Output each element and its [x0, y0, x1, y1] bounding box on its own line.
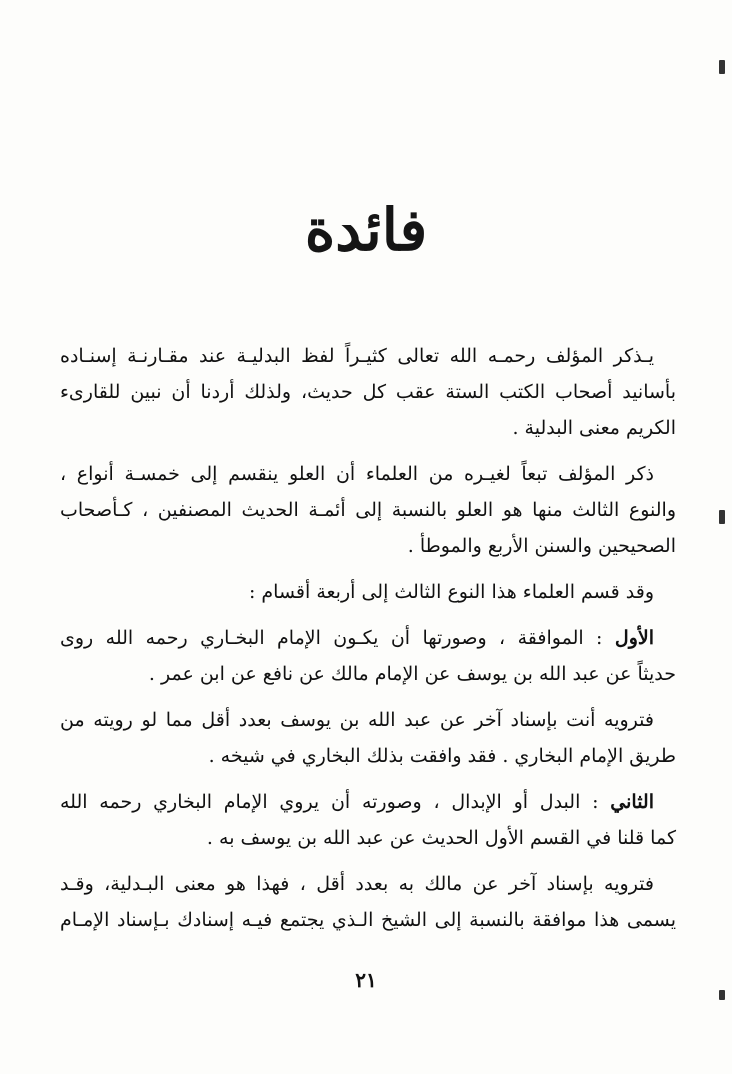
text-line: الكريم معنى البدلية . — [512, 417, 676, 439]
text-line: طريق الإمام البخاري . فقد وافقت بذلك البخاري في شيخه . — [208, 745, 676, 767]
paragraph — [60, 456, 676, 564]
text-line: يسمى هذا موافقة بالنسبة إلى الشيخ الـذي يجتمع فيـه إسنادك بـإسناد الإمـام — [60, 909, 676, 931]
text-line: كما قلنا في القسم الأول الحديث عن عبد الله بن يوسف به . — [206, 827, 676, 849]
scan-edge-mark — [719, 60, 725, 74]
text-line: فترويه أنت بإسناد آخر عن عبد الله بن يوسف بعدد أقل مما لو رويته من — [60, 709, 654, 731]
text-line: حديثاً عن عبد الله بن يوسف عن الإمام مالك عن نافع عن ابن عمر . — [148, 663, 676, 685]
text-line — [60, 784, 676, 820]
paragraph — [60, 702, 676, 774]
text-line: بأسانيد أصحاب الكتب الستة عقب كل حديث، ولذلك أردنا أن نبين للقارىء — [60, 381, 676, 403]
scan-edge-mark — [719, 510, 725, 524]
text-line: والنوع الثالث منها هو العلو بالنسبة إلى أئمـة الحديث المصنفين ، كـأصحاب — [60, 499, 676, 521]
paragraph — [60, 866, 676, 938]
page-heading: فائدة — [304, 196, 428, 264]
text-line: يـذكر المؤلف رحمـه الله تعالى كثيـراً لفظ البدليـة عند مقـارنـة إسنـاده — [60, 345, 654, 367]
paragraph — [60, 338, 676, 446]
text-line — [60, 620, 676, 656]
text-fragment: : الموافقة ، وصورتها أن يكـون الإمام البخـاري رحمه الله روى — [60, 627, 615, 649]
section-term: الثاني — [610, 791, 654, 813]
text-line: ذكر المؤلف تبعاً لغيـره من العلماء أن العلو ينقسم إلى خمسـة أنواع ، — [60, 463, 654, 485]
text-line: الصحيحين والسنن الأربع والموطأ . — [407, 535, 676, 557]
paragraph — [60, 620, 676, 692]
text-fragment: : البدل أو الإبدال ، وصورته أن يروي الإمام البخاري رحمه الله — [60, 791, 611, 813]
paragraph — [60, 574, 676, 610]
text-line: فترويه بإسناد آخر عن مالك به بعدد أقل ، فهذا هو معنى البـدلية، وقـد — [60, 873, 654, 895]
paragraph — [60, 784, 676, 856]
section-term: الأول — [614, 627, 654, 649]
text-line: وقد قسم العلماء هذا النوع الثالث إلى أربعة أقسام : — [248, 581, 654, 603]
body-text — [60, 338, 676, 948]
page-number: ٢١ — [355, 968, 377, 992]
